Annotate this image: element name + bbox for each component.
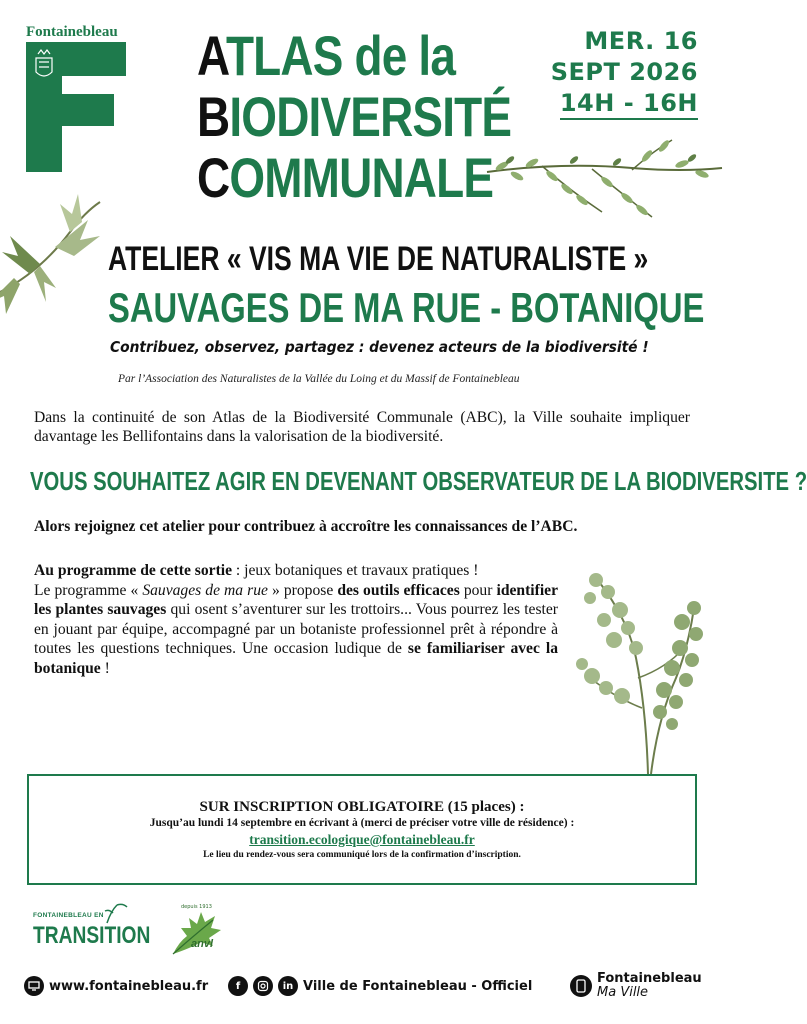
page-title	[197, 24, 512, 211]
footer	[0, 972, 724, 1002]
leaf-illustration-left	[0, 192, 110, 332]
website-url: www.fontainebleau.fr	[49, 978, 209, 994]
instagram-icon[interactable]	[253, 976, 273, 996]
registration-email-link[interactable]: transition.ecologique@fontainebleau.fr	[249, 832, 475, 847]
app-name-line1: Fontainebleau	[597, 971, 702, 986]
linkedin-icon[interactable]: in	[278, 976, 298, 996]
anvl-label: anvl	[191, 938, 214, 950]
social-links	[228, 972, 532, 1000]
branch-illustration-top-right	[482, 132, 724, 227]
plant-illustration-right	[576, 568, 702, 774]
registration-note: Le lieu du rendez-vous sera communiqué lors de la confirmation d’inscription.	[203, 850, 521, 860]
organizer-byline: Par l’Association des Naturalistes de la Vallée du Loing et du Massif de Fontainebleau	[118, 373, 520, 385]
anvl-arc-text: depuis 1913	[181, 904, 212, 910]
monitor-icon	[24, 976, 44, 996]
app-badge[interactable]	[570, 972, 702, 1000]
date-underline	[560, 118, 698, 120]
registration-title: SUR INSCRIPTION OBLIGATOIRE (15 places) :	[199, 799, 525, 815]
social-label: Ville de Fontainebleau - Officiel	[303, 978, 533, 994]
app-name-line2: Ma Ville	[597, 985, 649, 1000]
atelier-title: ATELIER « VIS MA VIE DE NATURALISTE »	[108, 240, 649, 278]
title-line-3: COMMUNALE	[197, 146, 494, 209]
program-paragraph: Au programme de cette sortie : jeux botaniques et travaux pratiques ! Le programme « Sauvages de ma rue » propose des outils efficaces pour identifier les plantes sauvages qui osent s’aventurer sur les trottoirs... Vous pourrez les tester en jouant par équipe, accompagné par un botaniste professionnel prêt à répondre à toutes les questions techniques. Une occasion ludique de se familiariser avec la botanique !	[34, 562, 558, 677]
event-date	[518, 26, 698, 119]
atelier-subtitle: SAUVAGES DE MA RUE - BOTANIQUE	[108, 284, 705, 331]
date-day: MER. 16	[584, 27, 698, 55]
sprout-icon	[103, 901, 129, 923]
title-line-2: BIODIVERSITÉ	[197, 85, 512, 148]
registration-box	[27, 774, 697, 885]
join-statement: Alors rejoignez cet atelier pour contribuez à accroître les connaissances de l’ABC.	[34, 518, 578, 535]
website-link[interactable]	[24, 972, 208, 1000]
registration-deadline: Jusqu’au lundi 14 septembre en écrivant à (merci de préciser votre ville de résidence) :	[149, 817, 575, 829]
tagline: Contribuez, observez, partagez : devenez acteurs de la biodiversité !	[110, 338, 649, 356]
intro-paragraph: Dans la continuité de son Atlas de la Biodiversité Communale (ABC), la Ville souhaite impliquer davantage les Bellifontains dans la valorisation de la biodiversité.	[34, 409, 690, 445]
fontainebleau-en-transition-logo: FONTAINEBLEAU EN TRANSITION	[33, 905, 133, 953]
smartphone-icon	[570, 975, 592, 997]
fontainebleau-f-logo	[26, 42, 126, 172]
facebook-icon[interactable]: f	[228, 976, 248, 996]
title-line-1: ATLAS de la	[197, 24, 456, 87]
brand-name: Fontainebleau	[26, 24, 118, 40]
date-time: 14H - 16H	[559, 89, 698, 117]
date-month: SEPT 2026	[550, 58, 698, 86]
call-to-action-heading: VOUS SOUHAITEZ AGIR EN DEVENANT OBSERVATEUR DE LA BIODIVERSITE ?	[30, 466, 807, 496]
